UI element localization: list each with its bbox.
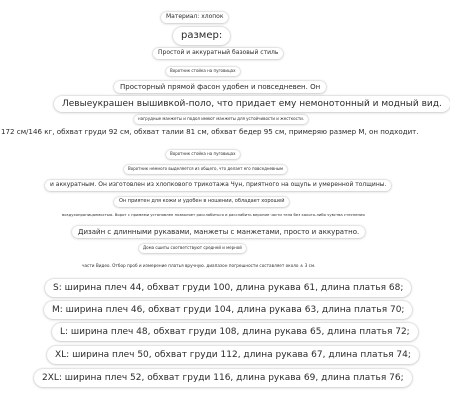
breathability-line: воздухопроницаемостью. Ворот с примеми установлен позволяет расслабиться и расслабить верхние части тела без какого-либо чувства стеснения [62,212,365,217]
collar-note-1: Воротник стойка на пуговицах [166,67,240,76]
cuffs-note: нагрудные манжеты и подол имеют манжеты для устойчивости и жесткости. [134,115,308,124]
model-params-line: 172 см/146 кг, обхват груди 92 см, обхват талии 81 см, обхват бедер 95 см, примеряю размер М, он подходит. [1,127,419,136]
simple-style-line: Простой и аккуратный базовый стиль [153,48,283,59]
size-line-xl: XL: ширина плеч 50, обхват груди 112, длина рукава 67, длина платья 74; [47,346,419,364]
home-sizes-line: Дома сшиты соответствуют средней и мерной [139,244,246,253]
size-line-m: M: ширина плеч 46, обхват груди 104, длина рукава 63, длина платья 70; [44,301,412,319]
loose-fit-line: Просторный прямой фасон удобен и повседневен. Он [114,81,326,93]
size-heading: размер: [173,27,230,45]
long-sleeves-line: Дизайн с длинными рукавами, манжеты с манжетами, просто и аккуратно. [72,226,365,238]
decorated-line: Левыеукрашен вышивкой-поло, что придает ему немонотонный и модный вид. [54,96,450,112]
size-line-2xl: 2XL: ширина плеч 52, обхват груди 116, длина рукава 69, длина платья 76; [34,369,412,387]
collar-note-2: Воротник стойка на пуговицах [166,150,240,159]
measure-note-line: части Видео. Отбор проб и измерение платья вручную. диапазон погрешности составляет около ± 3 см. [82,263,316,268]
size-line-s: S: ширина плеч 44, обхват груди 100, длина рукава 61, длина платья 68; [45,279,411,297]
size-line-l: L: ширина плеч 48, обхват груди 108, длина рукава 65, длина платья 72; [52,323,418,341]
material-line: Материал: хлопок [161,12,228,23]
collar-desc-line: Воротник немного выделяется из общего, что делает его повседневным [124,165,287,174]
neat-line: и аккуратным. Он изготовлен из хлопкового трикотажа Чун, приятного на ощупь и умеренной толщины. [45,180,391,191]
skin-friendly-line: Он приятен для кожи и удобен в ношении, обладает хорошей [114,197,289,207]
